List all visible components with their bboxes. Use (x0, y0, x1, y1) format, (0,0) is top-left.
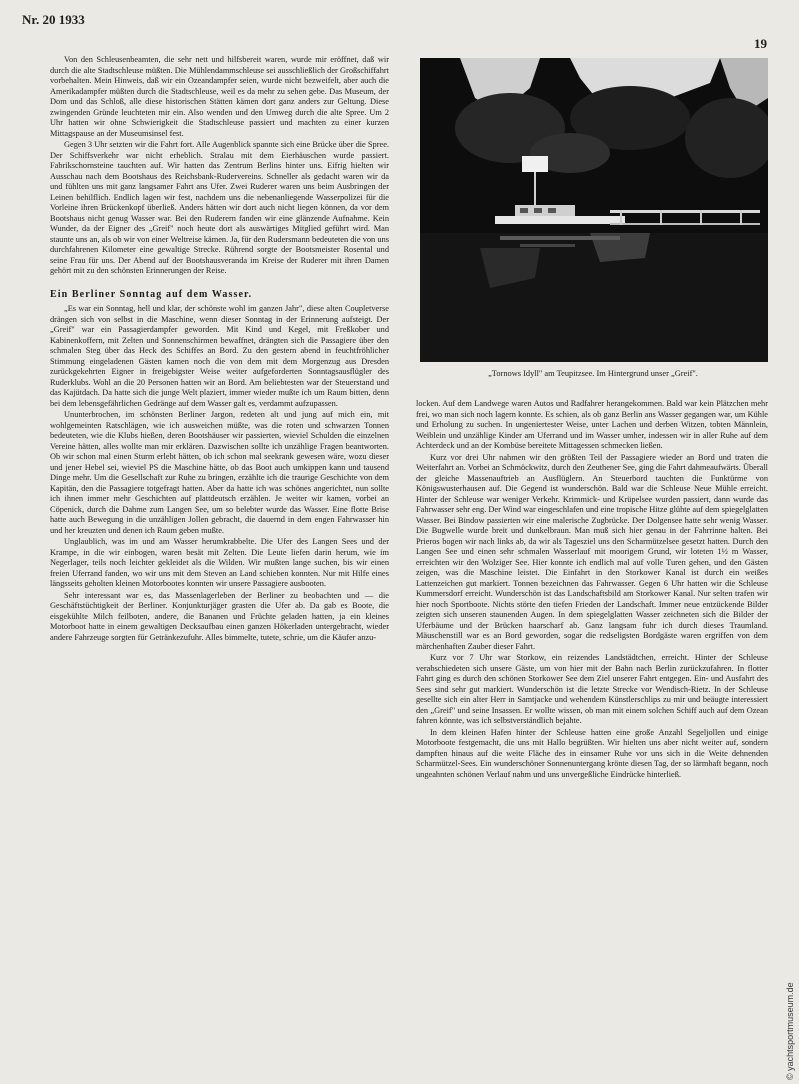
watermark-text: © yachtsportmuseum.de (785, 982, 795, 1080)
paragraph: In dem kleinen Hafen hinter der Schleuse hatten eine große Anzahl Segeljollen und einige Motorboote festgemacht, die uns mit Hallo begrüßten. Wir hielten uns aber nicht weiter auf, sondern dampften hinaus auf die weite Fläche des in einsamer Ruhe vor uns sich in die Weite dehnenden Scharmützel-Sees. Ein wunderschöner Sonnenuntergang krönte diesen Tag, der so lärmhaft begann, noch ungeahnten schönen Verlauf nahm und uns unvergeßliche Eindrücke hinterließ. (416, 727, 768, 779)
paragraph: Gegen 3 Uhr setzten wir die Fahrt fort. Alle Augenblick spannte sich eine Brücke über die Spree. Der Schiffsverkehr war nicht erheblich. Stralau mit dem Eierhäuschen wurde passiert. Fabrikschornsteine tauchten auf. Wir hatten das Zentrum Berlins hinter uns. Eifrig hielten wir Ausschau nach dem Bootshaus des Reichsbank-Rudervereins. Schneller als gedacht waren wir da und fühlten uns mit ganz langsamer Fahrt ans Ufer. Zwei Ruderer waren uns beim Ausbringen der Leinen behilflich. Endlich lagen wir fest, nachdem uns die nebenanliegende Wasserpolizei für die Vorleine ihren Brückenkopf überließ. Anders hätten wir dort auch nicht liegen können, da vor dem Bootshaus nicht genug Wasser war. Bei den Ruderern fanden wir eine glänzende Aufnahme. Kein Wunder, da der Eigner des „Greif" noch heute dort als auswärtiges Mitglied geführt wird. Man staunte uns an, als ob wir von einer Weltreise kämen. Ja, für den Rudersmann bedeuteten die von uns durchfahrenen Kilometer eine gewaltige Strecke. Rührend sorgte der Bootsmeister Rosental und seine Frau für uns. Der Abend auf der Bootshausveranda im Kreise der Ruderer mit ihren Damen gehört mit zu den schönsten Erinnerungen der Reise. (50, 140, 389, 275)
photo-caption: „Tornows Idyll" am Teupitzsee. Im Hintergrund unser „Greif". (488, 369, 698, 378)
paragraph: Kurz vor drei Uhr nahmen wir den größten Teil der Passagiere wieder an Bord und traten die Weiterfahrt an. Vorbei an Schmöckwitz, durch den Zeuthener See, ging die Fahrt dahmeaufwärts. Überall der gleiche Massenauftrieb an Ausflüglern. An Steuerbord tauchten die Funktürme von Königswusterhausen auf. Die Gegend ist wunderschön. Bald war die Schleuse Neue Mühle erreicht. Hinter der Schleuse war weniger Verkehr. Krimmick- und Krüpelsee wurden passiert, dann wurde das Fahrwasser sehr eng. Der Wind war eingeschlafen und eine tropische Hitze glühte auf dem spiegelglatten Wasser. Bei Bindow passierten wir eine malerische Zugbrücke. Der Dolgensee hatte sehr wenig Wasser. Die Bugwelle wurde breit und dunkelbraun. Man muß sich hier genau in der Fahrrinne halten. Bei Prieros bogen wir nach links ab, da wir als Tagesziel uns den Scharmützelsee gesetzt hatten. Durch den Langen See und einen sehr schmalen Wasserlauf mit moorigem Grund, wir loteten 1½ m Wasser, erreichten wir den Wolziger See. Hier konnte ich endlich mal auf volle Turen gehen, und den Gästen zeigen, was die Maschine leistet. Die Einfahrt in den Storkower Kanal ist durch ein weißes Lattenzeichen gut markiert. Tonnen bezeichnen das Fahrwasser. Gegen 6 Uhr hatten wir die Schleuse Kummersdorf erreicht. Wunderschön ist das Landschaftsbild am Storkower Kanal. Nur selten trafen wir hier noch Sportboote. Nichts störte den tiefen Frieden der Landschaft. Immer neue entzückende Bilder zeigten sich unseren staunenden Augen. In dem spiegelglatten Wasser zeichneten sich die Bilder der Uferbäume und der Brücken haarscharf ab. Ganz langsam fuhr ich durch dieses Traumland. Mäuschenstill war es an Bord geworden, sogar die redseligsten Bordgäste waren ergriffen von dem märchenhaften Zauber dieser Fahrt. (416, 452, 768, 651)
page-number: 19 (754, 36, 767, 51)
article-column-left (50, 55, 389, 1075)
paragraph: Kurz vor 7 Uhr war Storkow, ein reizendes Landstädtchen, erreicht. Hinter der Schleuse verabschiedeten sich unsere Gäste, um von hier mit der Bahn nach Berlin zurückzufahren. In flotter Fahrt ging es durch den schönen Storkower See dem Ziel unserer Fahrt entgegen. Ein- und Ausfahrt des Sees sind sehr gut markiert. Wunderschön ist die letzte Strecke vor Wendisch-Rietz. In der Schleuse gesellte sich ein alter Herr in Samtjacke und wehendem Künstlerschlips zu mir und beäugte interessiert den „Greif" und seine Insassen. Er wollte wissen, ob man mit einem solchen Schiff auch auf dem Ozean fahren könnte, was ich selbstverständlich bejahte. (416, 653, 768, 725)
harbor-photo-illustration (420, 58, 768, 362)
issue-number: Nr. 20 1933 (22, 12, 85, 27)
paragraph: Unglaublich, was im und am Wasser herumkrabbelte. Die Ufer des Langen Sees und der Krampe, in die wir einbogen, waren besät mit Zelten. Die Leute liefen darin herum, wie im Negerlager, teils noch leichter gekleidet als die Wilden. Wir mußten lange suchen, bis wir einen freien Uferrand fanden, wo wir uns mit dem Steven an Land schieben konnten. Nur mit Hilfe eines längsseits geholten kleinen Motorbootes konnten wir unsere Passagiere ausbooten. (50, 537, 389, 588)
paragraph: Sehr interessant war es, das Massenlagerleben der Berliner zu beobachten und — die Geschäftstüchtigkeit der Berliner. Konjunkturjäger grasten die Ufer ab. Da gab es Boote, die eisgekühlte Milch feilboten, andere, die Bananen und Früchte geladen hatten, ja ein kleines Motorboot hatte in einem gewaltigen Decksaufbau einen ganzen Hökerladen untergebracht, wieder andere Fahrzeuge sorgten für Getränkezufuhr. Alles bimmelte, tutete, schrie, um die Käufer anzu- (50, 590, 389, 642)
watermark (783, 840, 795, 1080)
section-heading: Ein Berliner Sonntag auf dem Wasser. (50, 288, 253, 300)
article-column-right (416, 399, 768, 1059)
paragraph: „Es war ein Sonntag, hell und klar, der schönste wohl im ganzen Jahr", diese alten Coupletverse drängen sich von selbst in die Maschine, wenn dieser Sonntag in der Erinnerung aufsteigt. Der „Greif" war ein Passagierdampfer geworden. Mit Kind und Kegel, mit Freßkober und Kabinenkoffern, mit Zelten und Sonnenschirmen bewaffnet, drängten sich die Passagiere über den schmalen Steg über das Heck des Schiffes an Bord. Zu den gestern abend in feuchtfröhlicher Stimmung eingeladenen Gästen kamen noch die von dem mit dem Morgenzug aus Dresden zurückgekehrten Eigner in freigebigster Weise weiter aufgeforderten Sonntagsausflügler des Ruderklubs. Wohl an die 20 Personen hatten wir an Bord. Am beliebtesten war der Steuerstand und das Kajütdach. Da hatte sich die junge Welt plaziert, immer wieder mußte ich um Raum bitten, denn bei dem lebensgefährlichen Gedränge auf dem Wasser galt es, verdammt aufzupassen. (50, 304, 389, 408)
harbor-photo (420, 58, 768, 362)
paragraph: Von den Schleusenbeamten, die sehr nett und hilfsbereit waren, wurde mir eröffnet, daß wir durch die alte Stadtschleuse müßten. Die Mühlendammschleuse sei ausschließlich der Großschiffahrt vorbehalten. Mein Hinweis, daß wir ein Ozeandampfer seien, wurde nicht bezweifelt, aber auch die Amerikadampfer müßten durch die Stadtschleuse, weil es da mehr zu sehen gebe. Das Museum, der Dom und das Schloß, alle diese historischen Stätten kämen dort ganz anders zur Geltung. Diese zwingenden Gründe leuchteten mir ein. Also wenden und den Umweg durch die alte Spree. Um 2 Uhr hatten wir ohne Schwierigkeit die Stadtschleuse passiert und machten zu einer kurzen Mittagspause an der Museumsinsel fest. (50, 55, 389, 138)
paragraph: Ununterbrochen, im schönsten Berliner Jargon, redeten alt und jung auf mich ein, mit wohlgemeinten Ratschlägen, wie ich ausweichen müßte, was die roten und schwarzen Tonnen bedeuteten, wie die Klubs hießen, deren Bootshäuser wir passierten, wieviel Schulden die einzelnen Vereine hätten, alles wollte man mir erklären. Dazwischen sollte ich unzählige Fragen beantworten. Ob wir schon mal einen Sturm erlebt hätten, ob ich schon mal seekrank gewesen wäre, wozu dieser und jener Hebel sei, wieviel PS die Maschine hätte, ob das Boot auch umkippen kann und tausend Dinge mehr. Um die Gesellschaft zur Ruhe zu bringen, erzählte ich die traurige Geschichte von dem Kapitän, den die Passagiere totgefragt hatten. Aber da hatte ich was schönes angerichtet, nun sollte ich ihnen immer mehr Geschichten auf plattdeutsch erzählen. Je weiter wir kamen, vorbei an Cöpenick, durch die Dahme zum Langen See, um so belebter wurde das Wasser. Eine flotte Brise hatte auch Bewegung in die unzähligen Jollen gebracht, die dauernd in dem engen Fahrwasser hin und her kreuzten und denen ich Raum geben mußte. (50, 410, 389, 535)
paragraph: locken. Auf dem Landwege waren Autos und Radfahrer herangekommen. Bald war kein Plätzchen mehr frei, wo man sich noch lagern konnte. Es schien, als ob ganz Berlin ans Wasser gegangen war, um Kühle und Erholung zu suchen. In ungeniertester Weise, unter Lachen und derben Witzen, tobten Männlein, Weiblein und unzählige Kinder am Uferrand und im Wasser umher, indessen wir in aller Ruhe auf dem Achterdeck und an der Kombüse bereitete Mittagessen schmecken ließen. (416, 399, 768, 450)
